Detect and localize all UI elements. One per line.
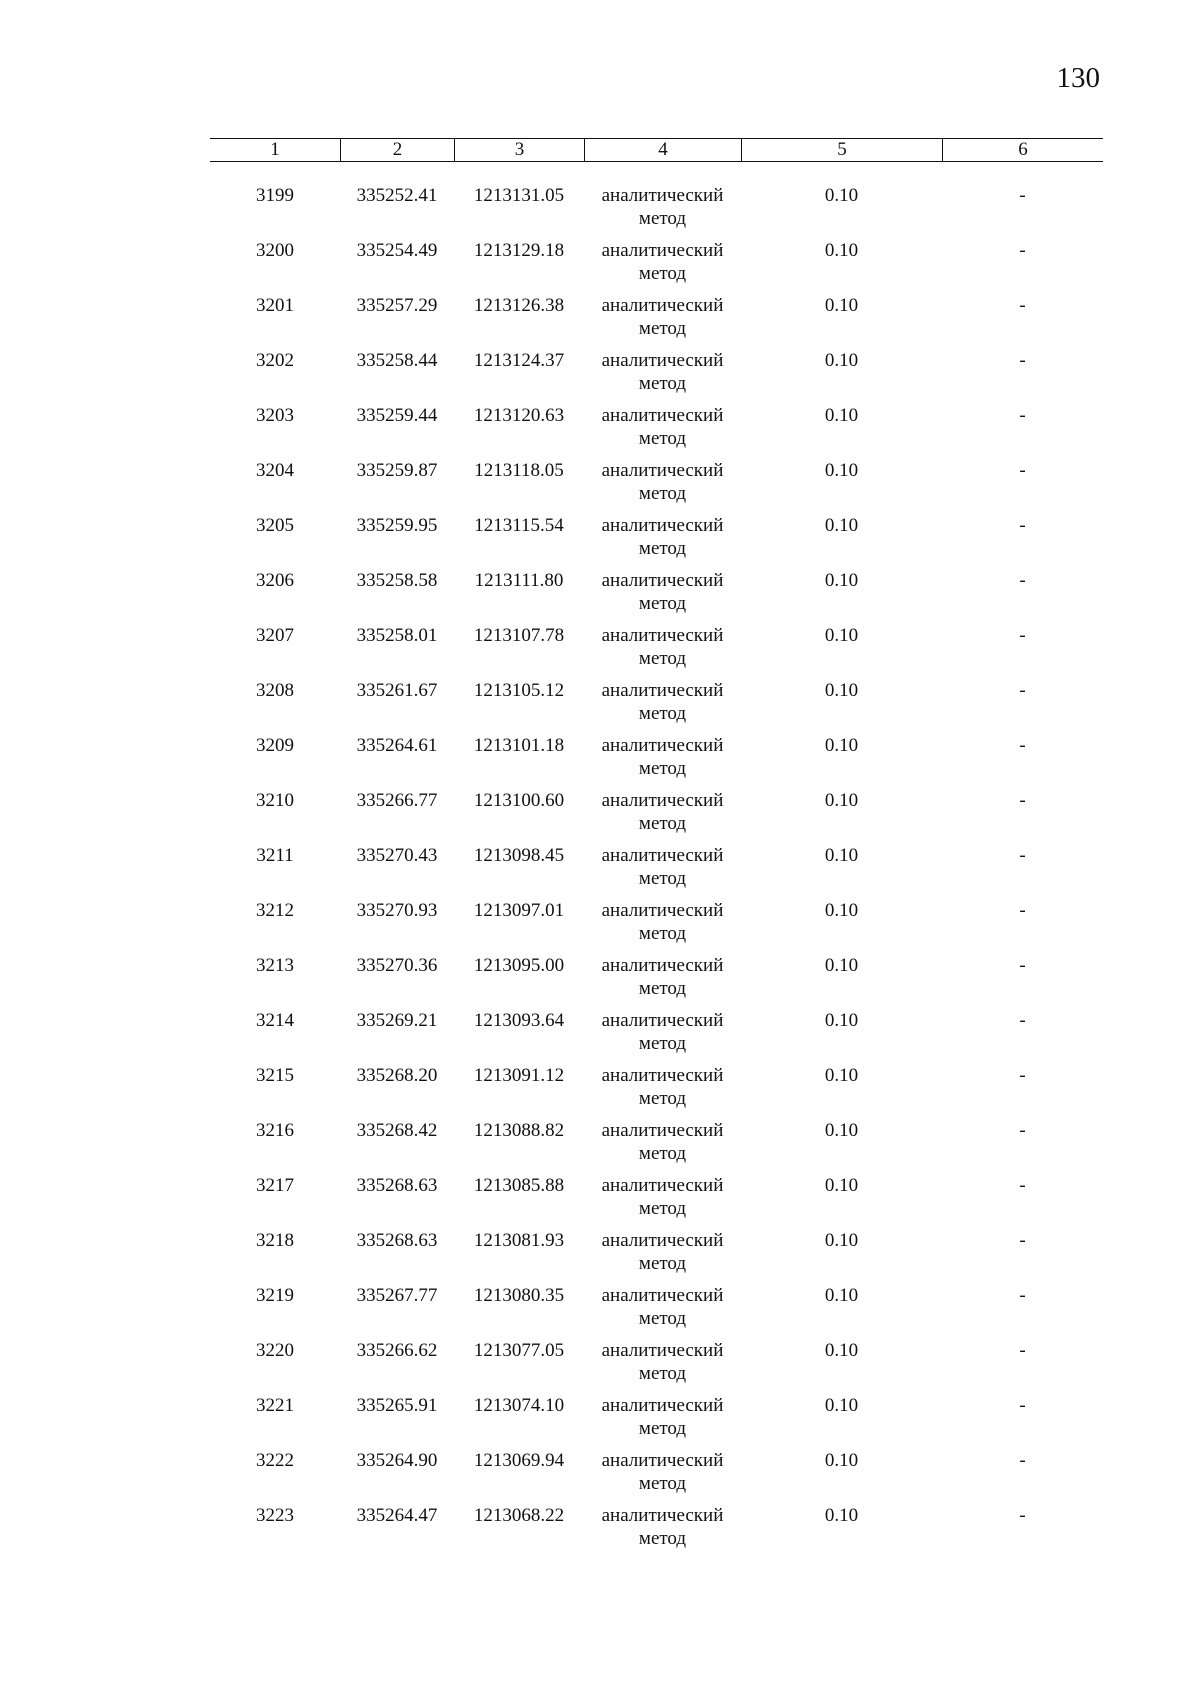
header-col-5: 5 <box>741 139 942 161</box>
note-cell: - <box>1019 1340 1026 1361</box>
note-cell: - <box>1019 295 1026 316</box>
note-cell: - <box>1019 1395 1026 1416</box>
method-line-1: аналитический <box>601 185 724 206</box>
y-coordinate-cell: 1213101.18 <box>473 735 565 756</box>
point-number-cell: 3221 <box>256 1395 294 1416</box>
method-cell <box>584 624 741 679</box>
method-cell <box>584 1394 741 1449</box>
y-coordinate-cell: 1213088.82 <box>473 1120 565 1141</box>
method-line-1: аналитический <box>601 1395 724 1416</box>
x-coordinate-cell: 335259.44 <box>356 405 438 426</box>
method-line-2: метод <box>638 703 687 724</box>
method-line-2: метод <box>638 978 687 999</box>
y-coordinate-cell: 1213097.01 <box>473 900 565 921</box>
point-number-cell: 3205 <box>256 515 294 536</box>
method-line-1: аналитический <box>601 1010 724 1031</box>
table-row <box>210 404 1103 459</box>
method-line-1: аналитический <box>601 1340 724 1361</box>
method-line-1: аналитический <box>601 405 724 426</box>
table-row <box>210 239 1103 294</box>
table-row <box>210 844 1103 899</box>
x-coordinate-cell: 335261.67 <box>356 680 438 701</box>
accuracy-cell: 0.10 <box>824 515 859 536</box>
point-number-cell: 3210 <box>256 790 294 811</box>
note-cell: - <box>1019 790 1026 811</box>
table-row <box>210 1449 1103 1504</box>
y-coordinate-cell: 1213120.63 <box>473 405 565 426</box>
x-coordinate-cell: 335266.77 <box>356 790 438 811</box>
method-line-1: аналитический <box>601 790 724 811</box>
y-coordinate-cell: 1213100.60 <box>473 790 565 811</box>
note-cell: - <box>1019 735 1026 756</box>
table-row <box>210 184 1103 239</box>
method-line-1: аналитический <box>601 955 724 976</box>
x-coordinate-cell: 335258.44 <box>356 350 438 371</box>
method-line-2: метод <box>638 483 687 504</box>
method-line-2: метод <box>638 1143 687 1164</box>
point-number-cell: 3207 <box>256 625 294 646</box>
point-number-cell: 3202 <box>256 350 294 371</box>
table-row <box>210 349 1103 404</box>
table-row <box>210 1009 1103 1064</box>
y-coordinate-cell: 1213085.88 <box>473 1175 565 1196</box>
point-number-cell: 3208 <box>256 680 294 701</box>
point-number-cell: 3222 <box>256 1450 294 1471</box>
accuracy-cell: 0.10 <box>824 570 859 591</box>
table-row <box>210 1229 1103 1284</box>
point-number-cell: 3219 <box>256 1285 294 1306</box>
point-number-cell: 3206 <box>256 570 294 591</box>
method-line-1: аналитический <box>601 1285 724 1306</box>
point-number-cell: 3204 <box>256 460 294 481</box>
y-coordinate-cell: 1213074.10 <box>473 1395 565 1416</box>
method-line-2: метод <box>638 1253 687 1274</box>
x-coordinate-cell: 335264.90 <box>356 1450 438 1471</box>
method-line-1: аналитический <box>601 625 724 646</box>
method-line-2: метод <box>638 1033 687 1054</box>
y-coordinate-cell: 1213126.38 <box>473 295 565 316</box>
note-cell: - <box>1019 460 1026 481</box>
accuracy-cell: 0.10 <box>824 1450 859 1471</box>
table-row <box>210 294 1103 349</box>
method-line-2: метод <box>638 318 687 339</box>
accuracy-cell: 0.10 <box>824 405 859 426</box>
point-number-cell: 3211 <box>256 845 294 866</box>
table-header <box>210 138 1103 162</box>
method-line-1: аналитический <box>601 845 724 866</box>
method-line-1: аналитический <box>601 515 724 536</box>
accuracy-cell: 0.10 <box>824 900 859 921</box>
x-coordinate-cell: 335259.87 <box>356 460 438 481</box>
method-line-2: метод <box>638 208 687 229</box>
table-row <box>210 789 1103 844</box>
point-number-cell: 3223 <box>256 1505 294 1526</box>
accuracy-cell: 0.10 <box>824 680 859 701</box>
header-col-3: 3 <box>454 139 584 161</box>
accuracy-cell: 0.10 <box>824 240 859 261</box>
method-line-1: аналитический <box>601 570 724 591</box>
note-cell: - <box>1019 570 1026 591</box>
y-coordinate-cell: 1213069.94 <box>473 1450 565 1471</box>
point-number-cell: 3216 <box>256 1120 294 1141</box>
note-cell: - <box>1019 845 1026 866</box>
table-row <box>210 954 1103 1009</box>
note-cell: - <box>1019 1285 1026 1306</box>
x-coordinate-cell: 335264.47 <box>356 1505 438 1526</box>
method-line-1: аналитический <box>601 1065 724 1086</box>
table-row <box>210 899 1103 954</box>
accuracy-cell: 0.10 <box>824 1120 859 1141</box>
point-number-cell: 3209 <box>256 735 294 756</box>
method-line-1: аналитический <box>601 295 724 316</box>
point-number-cell: 3200 <box>256 240 294 261</box>
method-line-1: аналитический <box>601 350 724 371</box>
table-row <box>210 1064 1103 1119</box>
x-coordinate-cell: 335266.62 <box>356 1340 438 1361</box>
table-row <box>210 459 1103 514</box>
method-line-2: метод <box>638 1473 687 1494</box>
table-row <box>210 1284 1103 1339</box>
x-coordinate-cell: 335258.01 <box>356 625 438 646</box>
y-coordinate-cell: 1213118.05 <box>474 460 564 481</box>
method-cell <box>584 1009 741 1064</box>
note-cell: - <box>1019 1175 1026 1196</box>
table-row <box>210 734 1103 789</box>
x-coordinate-cell: 335258.58 <box>356 570 438 591</box>
table-row <box>210 624 1103 679</box>
method-cell <box>584 954 741 1009</box>
x-coordinate-cell: 335270.36 <box>356 955 438 976</box>
y-coordinate-cell: 1213129.18 <box>473 240 565 261</box>
accuracy-cell: 0.10 <box>824 1230 859 1251</box>
accuracy-cell: 0.10 <box>824 735 859 756</box>
method-line-1: аналитический <box>601 460 724 481</box>
header-col-4: 4 <box>584 139 741 161</box>
method-cell <box>584 789 741 844</box>
method-cell <box>584 569 741 624</box>
point-number-cell: 3201 <box>256 295 294 316</box>
accuracy-cell: 0.10 <box>824 460 859 481</box>
method-cell <box>584 1504 741 1559</box>
point-number-cell: 3217 <box>256 1175 294 1196</box>
x-coordinate-cell: 335265.91 <box>356 1395 438 1416</box>
method-line-2: метод <box>638 813 687 834</box>
note-cell: - <box>1019 240 1026 261</box>
y-coordinate-cell: 1213111.80 <box>474 570 564 591</box>
method-line-1: аналитический <box>601 1120 724 1141</box>
method-cell <box>584 1284 741 1339</box>
method-cell <box>584 1064 741 1119</box>
table-row <box>210 1174 1103 1229</box>
accuracy-cell: 0.10 <box>824 1505 859 1526</box>
x-coordinate-cell: 335252.41 <box>356 185 438 206</box>
y-coordinate-cell: 1213124.37 <box>473 350 565 371</box>
method-line-2: метод <box>638 1418 687 1439</box>
header-col-2: 2 <box>340 139 454 161</box>
y-coordinate-cell: 1213077.05 <box>473 1340 565 1361</box>
accuracy-cell: 0.10 <box>824 185 859 206</box>
method-cell <box>584 404 741 459</box>
method-cell <box>584 459 741 514</box>
method-line-2: метод <box>638 263 687 284</box>
x-coordinate-cell: 335268.20 <box>356 1065 438 1086</box>
method-cell <box>584 239 741 294</box>
method-line-2: метод <box>638 758 687 779</box>
accuracy-cell: 0.10 <box>824 1175 859 1196</box>
point-number-cell: 3203 <box>256 405 294 426</box>
point-number-cell: 3218 <box>256 1230 294 1251</box>
table-row <box>210 1394 1103 1449</box>
note-cell: - <box>1019 350 1026 371</box>
x-coordinate-cell: 335268.63 <box>356 1230 438 1251</box>
point-number-cell: 3214 <box>256 1010 294 1031</box>
y-coordinate-cell: 1213098.45 <box>473 845 565 866</box>
method-cell <box>584 1174 741 1229</box>
method-line-2: метод <box>638 648 687 669</box>
x-coordinate-cell: 335270.43 <box>356 845 438 866</box>
table-row <box>210 1119 1103 1174</box>
y-coordinate-cell: 1213095.00 <box>473 955 565 976</box>
table-row <box>210 1504 1103 1559</box>
table-body <box>210 184 1103 1559</box>
accuracy-cell: 0.10 <box>824 295 859 316</box>
method-cell <box>584 679 741 734</box>
note-cell: - <box>1019 1120 1026 1141</box>
header-col-1: 1 <box>270 139 280 160</box>
method-line-2: метод <box>638 1198 687 1219</box>
note-cell: - <box>1019 955 1026 976</box>
table-row <box>210 514 1103 569</box>
method-cell <box>584 734 741 789</box>
accuracy-cell: 0.10 <box>824 1340 859 1361</box>
method-line-2: метод <box>638 1528 687 1549</box>
accuracy-cell: 0.10 <box>824 1395 859 1416</box>
method-line-2: метод <box>638 923 687 944</box>
x-coordinate-cell: 335264.61 <box>356 735 438 756</box>
method-cell <box>584 899 741 954</box>
point-number-cell: 3220 <box>256 1340 294 1361</box>
point-number-cell: 3212 <box>256 900 294 921</box>
y-coordinate-cell: 1213131.05 <box>473 185 565 206</box>
method-line-1: аналитический <box>601 240 724 261</box>
accuracy-cell: 0.10 <box>824 1285 859 1306</box>
method-cell <box>584 1119 741 1174</box>
method-line-1: аналитический <box>601 1230 724 1251</box>
method-line-2: метод <box>638 1308 687 1329</box>
y-coordinate-cell: 1213068.22 <box>473 1505 565 1526</box>
y-coordinate-cell: 1213115.54 <box>474 515 564 536</box>
accuracy-cell: 0.10 <box>824 350 859 371</box>
method-cell <box>584 349 741 404</box>
x-coordinate-cell: 335268.42 <box>356 1120 438 1141</box>
note-cell: - <box>1019 515 1026 536</box>
method-line-2: метод <box>638 373 687 394</box>
method-line-2: метод <box>638 428 687 449</box>
x-coordinate-cell: 335270.93 <box>356 900 438 921</box>
y-coordinate-cell: 1213091.12 <box>473 1065 565 1086</box>
method-line-2: метод <box>638 1088 687 1109</box>
note-cell: - <box>1019 680 1026 701</box>
table-row <box>210 569 1103 624</box>
coordinates-table <box>210 138 1103 1559</box>
accuracy-cell: 0.10 <box>824 845 859 866</box>
method-line-2: метод <box>638 1363 687 1384</box>
header-col-6: 6 <box>942 139 1103 161</box>
method-line-1: аналитический <box>601 1505 724 1526</box>
method-line-2: метод <box>638 868 687 889</box>
method-cell <box>584 1229 741 1284</box>
point-number-cell: 3215 <box>256 1065 294 1086</box>
method-line-1: аналитический <box>601 900 724 921</box>
method-cell <box>584 184 741 239</box>
note-cell: - <box>1019 405 1026 426</box>
page-number: 130 <box>1056 62 1100 94</box>
x-coordinate-cell: 335269.21 <box>356 1010 438 1031</box>
y-coordinate-cell: 1213093.64 <box>473 1010 565 1031</box>
y-coordinate-cell: 1213107.78 <box>473 625 565 646</box>
accuracy-cell: 0.10 <box>824 790 859 811</box>
method-cell <box>584 1339 741 1394</box>
method-cell <box>584 514 741 569</box>
note-cell: - <box>1019 185 1026 206</box>
y-coordinate-cell: 1213080.35 <box>473 1285 565 1306</box>
accuracy-cell: 0.10 <box>824 1010 859 1031</box>
table-row <box>210 1339 1103 1394</box>
method-line-1: аналитический <box>601 1175 724 1196</box>
method-cell <box>584 294 741 349</box>
method-line-2: метод <box>638 593 687 614</box>
note-cell: - <box>1019 625 1026 646</box>
note-cell: - <box>1019 1450 1026 1471</box>
point-number-cell: 3199 <box>256 185 294 206</box>
y-coordinate-cell: 1213105.12 <box>473 680 565 701</box>
note-cell: - <box>1019 1230 1026 1251</box>
note-cell: - <box>1019 900 1026 921</box>
x-coordinate-cell: 335257.29 <box>356 295 438 316</box>
method-cell <box>584 844 741 899</box>
method-cell <box>584 1449 741 1504</box>
method-line-1: аналитический <box>601 680 724 701</box>
y-coordinate-cell: 1213081.93 <box>473 1230 565 1251</box>
note-cell: - <box>1019 1010 1026 1031</box>
note-cell: - <box>1019 1505 1026 1526</box>
accuracy-cell: 0.10 <box>824 625 859 646</box>
method-line-1: аналитический <box>601 735 724 756</box>
accuracy-cell: 0.10 <box>824 955 859 976</box>
x-coordinate-cell: 335268.63 <box>356 1175 438 1196</box>
x-coordinate-cell: 335259.95 <box>356 515 438 536</box>
x-coordinate-cell: 335267.77 <box>356 1285 438 1306</box>
x-coordinate-cell: 335254.49 <box>356 240 438 261</box>
note-cell: - <box>1019 1065 1026 1086</box>
method-line-2: метод <box>638 538 687 559</box>
method-line-1: аналитический <box>601 1450 724 1471</box>
table-row <box>210 679 1103 734</box>
accuracy-cell: 0.10 <box>824 1065 859 1086</box>
point-number-cell: 3213 <box>256 955 294 976</box>
